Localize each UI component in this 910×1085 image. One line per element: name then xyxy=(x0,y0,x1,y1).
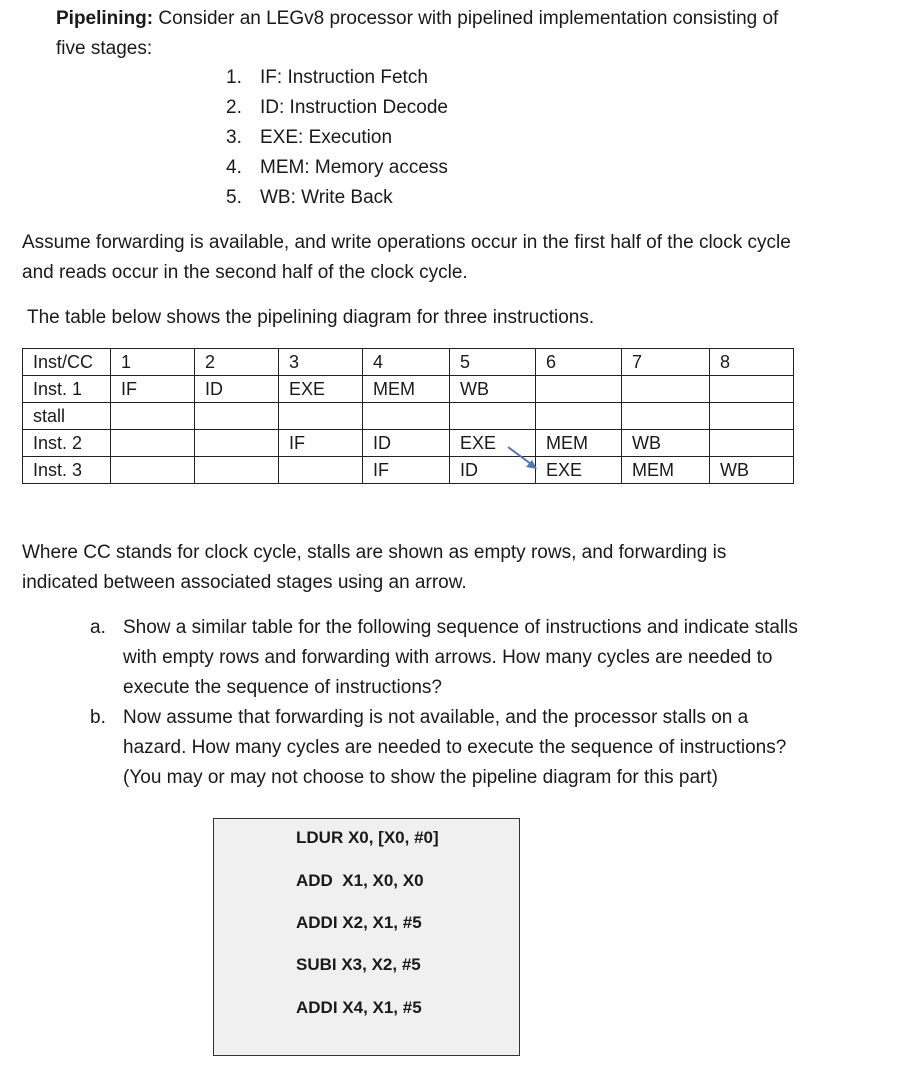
code-box xyxy=(213,818,520,1056)
stage-item xyxy=(226,63,428,93)
pipeline-table xyxy=(22,348,794,484)
explanation-line-1: Where CC stands for clock cycle, stalls are shown as empty rows, and forwarding is xyxy=(22,542,727,563)
table-cell: MEM xyxy=(622,457,710,484)
table-header-cell: 3 xyxy=(279,349,363,376)
code-line: LDUR X0, [X0, #0] xyxy=(296,828,439,847)
code-line: SUBI X3, X2, #5 xyxy=(296,955,421,974)
stage-number: 4. xyxy=(226,157,242,178)
assumption-line-2: and reads occur in the second half of the clock cycle. xyxy=(22,262,468,283)
table-cell xyxy=(111,457,195,484)
table-cell: stall xyxy=(23,403,111,430)
table-cell xyxy=(195,403,279,430)
table-cell: MEM xyxy=(363,376,450,403)
question-line: (You may or may not choose to show the pipeline diagram for this part) xyxy=(123,767,718,788)
table-cell: WB xyxy=(622,430,710,457)
table-cell: ID xyxy=(195,376,279,403)
table-cell: WB xyxy=(710,457,794,484)
question-line: with empty rows and forwarding with arrows. How many cycles are needed to xyxy=(123,647,773,668)
table-cell: IF xyxy=(111,376,195,403)
table-cell xyxy=(363,403,450,430)
table-header-cell: 1 xyxy=(111,349,195,376)
code-line: ADDI X2, X1, #5 xyxy=(296,913,422,932)
table-cell: Inst. 2 xyxy=(23,430,111,457)
stage-item xyxy=(226,183,393,213)
table-header-cell: Inst/CC xyxy=(23,349,111,376)
question-line: execute the sequence of instructions? xyxy=(123,677,442,698)
table-cell xyxy=(622,376,710,403)
table-cell xyxy=(111,430,195,457)
table-cell xyxy=(279,403,363,430)
stage-number: 1. xyxy=(226,67,242,88)
stage-item xyxy=(226,93,448,123)
intro-line-2: five stages: xyxy=(56,38,153,59)
intro-line-1 xyxy=(56,4,778,34)
table-cell xyxy=(195,457,279,484)
table-cell xyxy=(536,376,622,403)
question-line: Show a similar table for the following sequence of instructions and indicate stalls xyxy=(123,617,798,638)
table-cell xyxy=(710,376,794,403)
stage-label: MEM: Memory access xyxy=(260,157,448,178)
table-header-cell: 7 xyxy=(622,349,710,376)
question-marker: a. xyxy=(90,617,106,638)
table-cell xyxy=(710,403,794,430)
table-cell: MEM xyxy=(536,430,622,457)
question-line: hazard. How many cycles are needed to execute the sequence of instructions? xyxy=(123,737,787,758)
table-cell xyxy=(111,403,195,430)
table-header-cell: 6 xyxy=(536,349,622,376)
stage-label: ID: Instruction Decode xyxy=(260,97,448,118)
table-cell: Inst. 3 xyxy=(23,457,111,484)
table-intro: The table below shows the pipelining diagram for three instructions. xyxy=(27,307,595,328)
stage-number: 3. xyxy=(226,127,242,148)
table-cell xyxy=(710,430,794,457)
table-cell: Inst. 1 xyxy=(23,376,111,403)
explanation-line-2: indicated between associated stages using an arrow. xyxy=(22,572,467,593)
table-row xyxy=(23,376,794,403)
table-cell xyxy=(536,403,622,430)
table-cell: EXE xyxy=(536,457,622,484)
table-cell: EXE xyxy=(279,376,363,403)
table-cell: WB xyxy=(450,376,536,403)
question-marker: b. xyxy=(90,707,106,728)
table-header-row xyxy=(23,349,794,376)
table-cell: EXE xyxy=(450,430,536,457)
table-row xyxy=(23,430,794,457)
stage-item xyxy=(226,123,392,153)
stage-item xyxy=(226,153,448,183)
stage-label: WB: Write Back xyxy=(260,187,393,208)
question-line: Now assume that forwarding is not available, and the processor stalls on a xyxy=(123,707,749,728)
table-row xyxy=(23,457,794,484)
stage-label: EXE: Execution xyxy=(260,127,393,148)
table-header-cell: 2 xyxy=(195,349,279,376)
table-cell: IF xyxy=(363,457,450,484)
table-header-cell: 5 xyxy=(450,349,536,376)
code-line: ADD X1, X0, X0 xyxy=(296,871,424,890)
table-cell: ID xyxy=(363,430,450,457)
table-cell xyxy=(279,457,363,484)
table-cell xyxy=(622,403,710,430)
table-row-stall xyxy=(23,403,794,430)
code-line: ADDI X4, X1, #5 xyxy=(296,998,422,1017)
table-cell: ID xyxy=(450,457,536,484)
table-header-cell: 8 xyxy=(710,349,794,376)
intro-text: Consider an LEGv8 processor with pipelined implementation consisting of xyxy=(153,8,779,29)
assumption-line-1: Assume forwarding is available, and write operations occur in the first half of the clock cycle xyxy=(22,232,791,253)
table-cell xyxy=(195,430,279,457)
stage-number: 5. xyxy=(226,187,242,208)
intro-heading: Pipelining: xyxy=(56,8,154,29)
table-cell xyxy=(450,403,536,430)
stage-label: IF: Instruction Fetch xyxy=(260,67,428,88)
table-header-cell: 4 xyxy=(363,349,450,376)
table-cell: IF xyxy=(279,430,363,457)
stage-number: 2. xyxy=(226,97,242,118)
